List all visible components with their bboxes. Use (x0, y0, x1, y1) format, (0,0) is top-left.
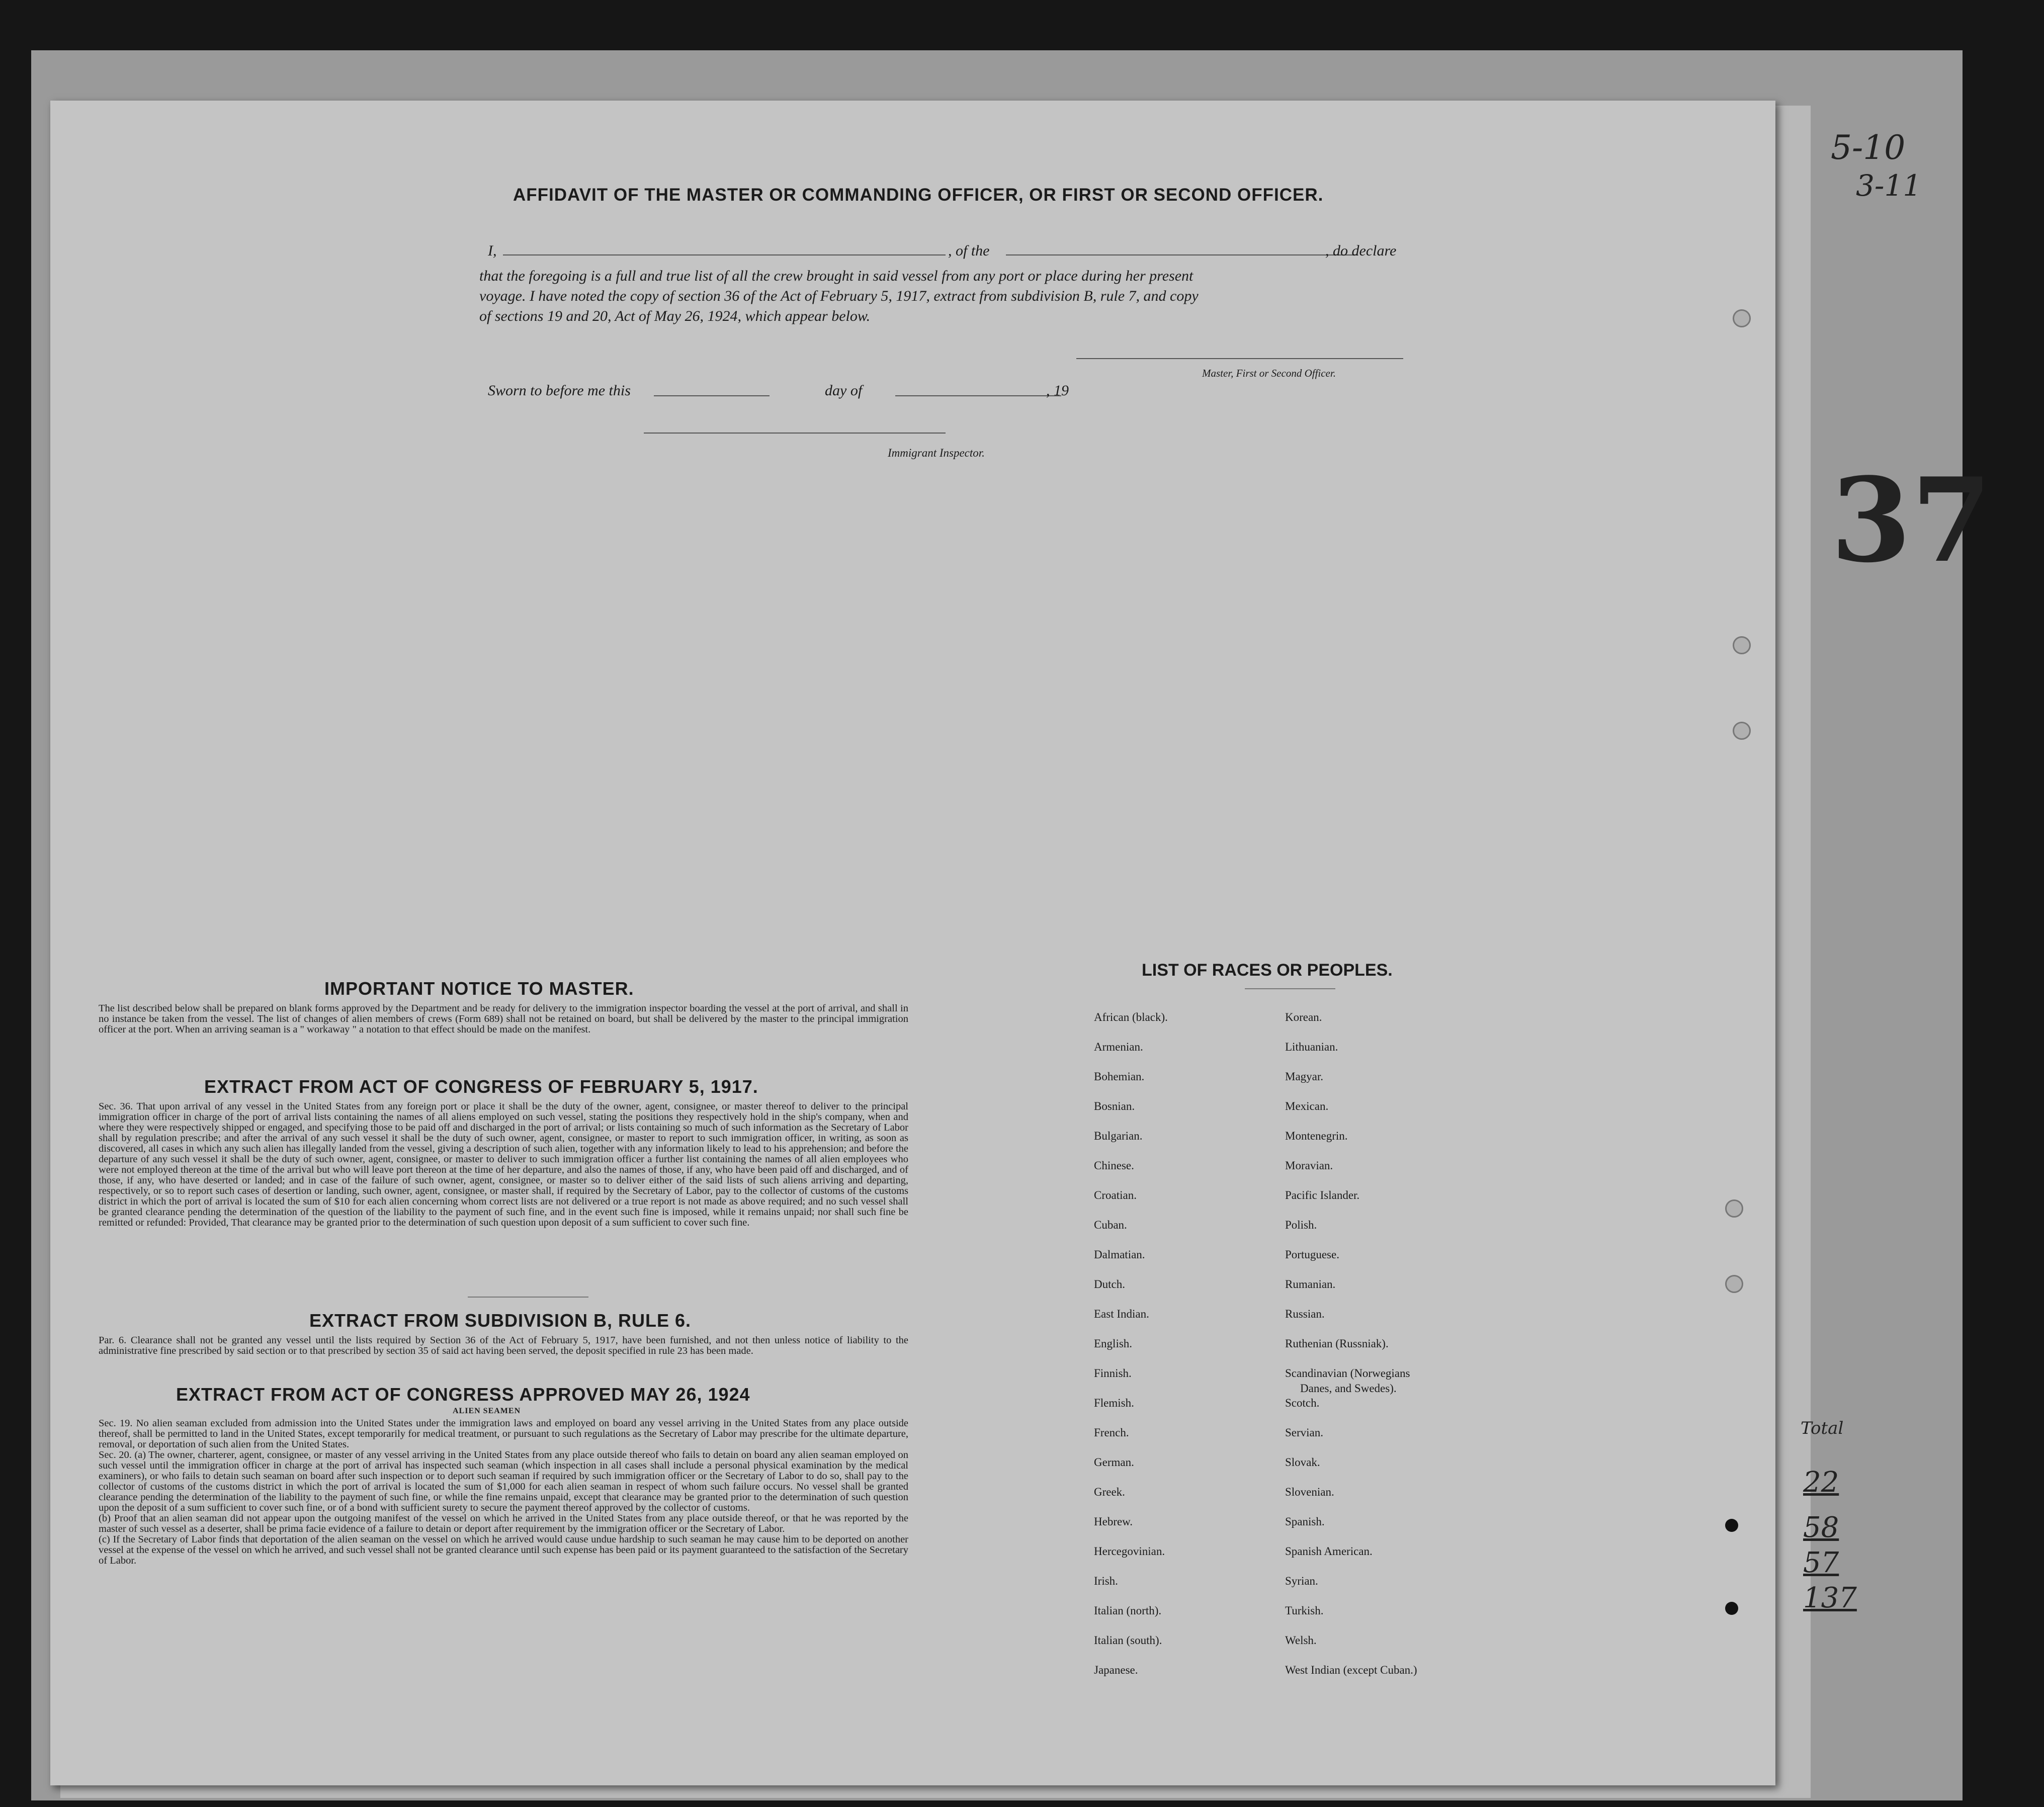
sworn-day-line (654, 395, 770, 396)
race-item: Flemish. (1094, 1397, 1134, 1409)
race-item: Magyar. (1285, 1070, 1324, 1083)
race-item: Ruthenian (Russniak). (1285, 1337, 1389, 1350)
race-item: Turkish. (1285, 1604, 1324, 1617)
race-item: Bulgarian. (1094, 1130, 1143, 1142)
handwritten-number: 37 (1831, 453, 1992, 588)
total-value: 22 (1803, 1466, 1839, 1499)
declaration-prefix: I, (488, 242, 497, 259)
race-item: East Indian. (1094, 1308, 1149, 1320)
act-1917-body: Sec. 36. That upon arrival of any vessel in the United States from any foreign port or place it shall be the duty of the owner, agent, consignee, or master thereof to deliver to the principal immigration officer in charge of the port of arrival lists containing the names of all aliens employed on such vessel, stating the positions they respectively hold in the ship's company, when and where they were respectively shipped or engaged, and specifying those to be paid off and discharged in the port of arrival; or lists containing so much of such information as the Secretary of Labor shall by regulation prescribe; and after the arrival of any such vessel it shall be the duty of such owner, agent, consignee, or master to report to such immigration officer, in writing, as soon as discovered, all cases in which any such alien has illegally landed from the vessel, giving a description of such alien, together with any information likely to lead to his apprehension; and before the departure of any such vessel it shall be the duty of such owner, agent, consignee, or master to deliver to such immigration officer a further list containing the names of all alien employees who were not employed thereon at the time of the arrival but who will leave port thereon at the time of her departure, and also the names of those, if any, who have been paid off and discharged, and of those, if any, who have deserted or landed; and in case of the failure of such owner, agent, consignee, or master so to deliver either of the said lists of such aliens arriving and departing, respectively, or so to report such cases of desertion or landing, such owner, agent, consignee, or master shall, if required by the Secretary of Labor, pay to the collector of customs of the customs district in which the port of arrival is located the sum of $10 for each alien concerning whom correct lists are not delivered or a true report is not made as above required; and no such vessel shall be granted clearance pending the determination of the question of the liability to the payment of such fine, and in the event such fine is imposed, while it remains unpaid; nor shall such fine be remitted or refunded: Provided, That clearance may be granted prior to the determination of such question upon deposit of a sum sufficient to cover such fine. (99, 1101, 908, 1228)
declaration-line-4: of sections 19 and 20, Act of May 26, 1924, which appear below. (479, 308, 871, 324)
race-item: West Indian (except Cuban.) (1285, 1664, 1417, 1676)
race-item: English. (1094, 1337, 1133, 1350)
race-item: German. (1094, 1456, 1134, 1469)
inspector-line (644, 433, 946, 434)
race-item: Irish. (1094, 1575, 1118, 1587)
race-item: Armenian. (1094, 1041, 1143, 1053)
race-item: French. (1094, 1426, 1129, 1439)
handwritten-note-a: 5-10 (1831, 128, 1906, 167)
signature-line (1076, 358, 1403, 359)
act-1917-title: EXTRACT FROM ACT OF CONGRESS OF FEBRUARY 5, 1917. (204, 1076, 758, 1097)
race-item: Dutch. (1094, 1278, 1125, 1290)
punch-hole (1733, 722, 1751, 740)
race-item: Moravian. (1285, 1159, 1333, 1172)
rule-6-body: Par. 6. Clearance shall not be granted any vessel until the lists required by Section 36 of the Act of February 5, 1917, have been furnished, and not then unless notice of liability to the administrative fine prescribed by said section or to that prescribed by section 35 of said act having been served, the deposit specified in rule 23 has been made. (99, 1335, 908, 1356)
races-divider (1245, 988, 1335, 989)
race-item: Scotch. (1285, 1397, 1320, 1409)
race-item: Cuban. (1094, 1219, 1127, 1231)
race-item: Polish. (1285, 1219, 1317, 1231)
total-label: Total (1801, 1418, 1844, 1438)
punch-hole (1725, 1275, 1743, 1293)
race-item: Greek. (1094, 1486, 1125, 1498)
race-item: Finnish. (1094, 1367, 1132, 1380)
declaration-line-2: that the foregoing is a full and true list of all the crew brought in said vessel from any port or place during her present (479, 268, 1194, 284)
race-item: Spanish American. (1285, 1545, 1373, 1558)
declaration-line-3: voyage. I have noted the copy of section 36 of the Act of February 5, 1917, extract from subdivision B, rule 7, and copy (479, 288, 1199, 304)
race-item: Pacific Islander. (1285, 1189, 1360, 1201)
race-item: Danes, and Swedes). (1300, 1382, 1397, 1395)
sworn-prefix: Sworn to before me this (488, 382, 631, 399)
affidavit-title: AFFIDAVIT OF THE MASTER OR COMMANDING OFFICER, OR FIRST OR SECOND OFFICER. (513, 185, 1324, 205)
race-item: Bohemian. (1094, 1070, 1145, 1083)
race-item: Russian. (1285, 1308, 1325, 1320)
act-1924-subtitle: ALIEN SEAMEN (453, 1407, 521, 1415)
sworn-day-label: day of (825, 382, 863, 399)
section-divider (468, 1297, 588, 1298)
race-item: Dalmatian. (1094, 1248, 1145, 1261)
race-item: Lithuanian. (1285, 1041, 1338, 1053)
binder-rivet (1725, 1519, 1738, 1532)
race-item: Japanese. (1094, 1664, 1138, 1676)
handwritten-note-b: 3-11 (1856, 168, 1922, 203)
race-item: Hebrew. (1094, 1515, 1133, 1528)
punch-hole (1725, 1199, 1743, 1218)
race-item: Hercegovinian. (1094, 1545, 1165, 1558)
sworn-month-line (895, 395, 1061, 396)
inspector-label: Immigrant Inspector. (888, 447, 985, 459)
total-value: 57 (1803, 1546, 1839, 1579)
race-item: Servian. (1285, 1426, 1324, 1439)
race-item: Italian (south). (1094, 1634, 1162, 1647)
race-item: Chinese. (1094, 1159, 1134, 1172)
act-1924-title: EXTRACT FROM ACT OF CONGRESS APPROVED MAY 26, 1924 (176, 1384, 750, 1405)
declaration-mid: , of the (948, 242, 990, 259)
punch-hole (1733, 309, 1751, 327)
affidavit-page (50, 101, 1775, 1785)
race-item: Montenegrin. (1285, 1130, 1348, 1142)
punch-hole (1733, 636, 1751, 654)
race-item: Scandinavian (Norwegians (1285, 1367, 1410, 1380)
race-item: Croatian. (1094, 1189, 1137, 1201)
race-item: Welsh. (1285, 1634, 1317, 1647)
race-item: Mexican. (1285, 1100, 1329, 1112)
race-item: African (black). (1094, 1011, 1168, 1023)
race-item: Bosnian. (1094, 1100, 1135, 1112)
race-item: Portuguese. (1285, 1248, 1339, 1261)
race-item: Syrian. (1285, 1575, 1318, 1587)
race-item: Slovenian. (1285, 1486, 1334, 1498)
binder-rivet (1725, 1602, 1738, 1615)
notice-title: IMPORTANT NOTICE TO MASTER. (324, 978, 634, 999)
race-item: Spanish. (1285, 1515, 1325, 1528)
total-value: 58 (1803, 1511, 1839, 1544)
signature-label: Master, First or Second Officer. (1202, 367, 1336, 379)
notice-body: The list described below shall be prepared on blank forms approved by the Department and be ready for delivery to the immigration inspector boarding the vessel at the port of arrival, and shall in no instance be taken from the vessel. The list of changes of alien members of crews (Form 689) shall not be retained on board, but shall be delivered by the master to the principal immigration officer at the port. When an arriving seaman is a " workaway " a notation to that effect should be made on the manifest. (99, 1003, 908, 1035)
name-blank-line (503, 254, 946, 255)
total-value: 137 (1803, 1582, 1857, 1614)
rule-6-title: EXTRACT FROM SUBDIVISION B, RULE 6. (309, 1310, 692, 1331)
race-item: Italian (north). (1094, 1604, 1162, 1617)
vessel-blank-line (1006, 254, 1358, 255)
sworn-year-label: , 19 (1046, 382, 1069, 399)
races-title: LIST OF RACES OR PEOPLES. (1142, 961, 1393, 980)
race-item: Slovak. (1285, 1456, 1320, 1469)
race-item: Rumanian. (1285, 1278, 1336, 1290)
race-item: Korean. (1285, 1011, 1322, 1023)
act-1924-body: Sec. 19. No alien seaman excluded from admission into the United States under the immigration laws and employed on board any vessel arriving in the United States from any place outside thereof, shall be permitted to land in the United States, except temporarily for medical treatment, or pursuant to such regulations as the Secretary of Labor may prescribe for the ultimate departure, removal, or deportation of such alien from the United States. Sec. 20. (a) The owner, charterer, agent, consignee, or master of any vessel arriving in the United States from any place outside thereof who fails to detain on board any alien seaman employed on such vessel until the immigration officer in charge at the port of arrival has inspected such seaman (which inspection in all cases shall include a personal physical examination by the medical examiners), or who fails to detain such seaman on board after such inspection or to deport such seaman if required by such immigration officer or the Secretary of Labor to do so, shall pay to the collector of customs of the customs district in which the port of arrival is located the sum of $1,000 for each alien seaman in respect of whom such failure occurs. No vessel shall be granted clearance pending the determination of the liability to the payment of such fine, or while the fine remains unpaid, except that clearance may be granted prior to the determination of such question upon the deposit of a sum sufficient to cover such fine, or of a bond with sufficient surety to secure the payment thereof approved by the collector of customs. (b) Proof that an alien seaman did not appear upon the outgoing manifest of the vessel on which he arrived in the United States from any place outside thereof, or that he was reported by the master of such vessel as a deserter, shall be prima facie evidence of a failure to detain or deport after requirement by the immigration officer or the Secretary of Labor. (c) If the Secretary of Labor finds that deportation of the alien seaman on the vessel on which he arrived would cause undue hardship to such seaman he may cause him to be deported on another vessel at the expense of the vessel on which he arrived, and such vessel shall not be granted clearance until such expense has been paid or its payment guaranteed to the satisfaction of the Secretary of Labor. (99, 1418, 908, 1566)
declaration-suffix: , do declare (1325, 242, 1397, 259)
